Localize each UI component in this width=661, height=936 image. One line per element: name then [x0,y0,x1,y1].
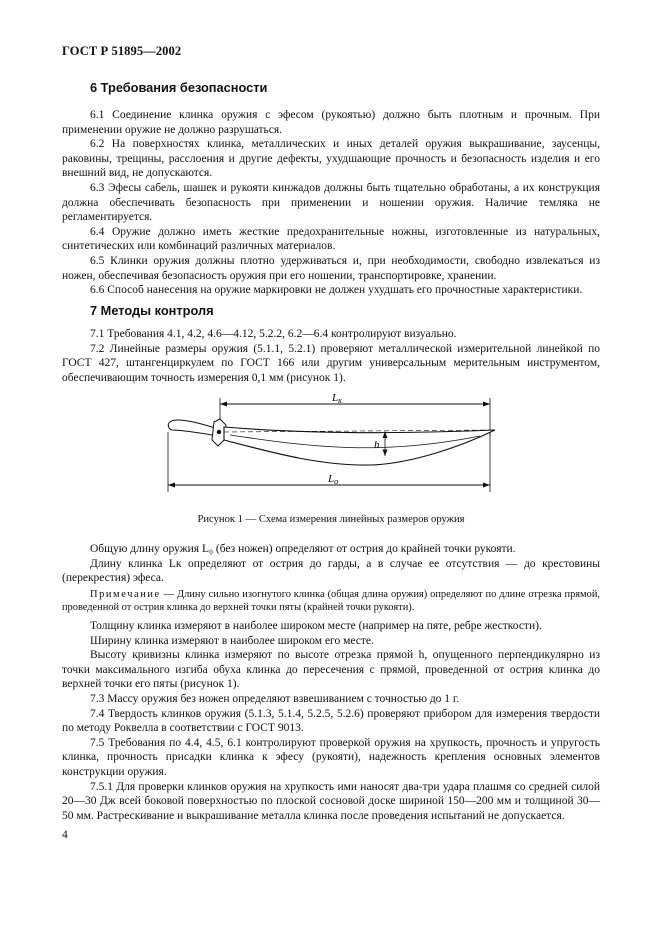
sword-blade [224,427,495,465]
note-text: — Длину сильно изогнутого клинка (общая длина оружия) определяют по длине отрезка прямой, проведенной от острия клинка до верхней точки пяты (крайней точки рукояти). [62,589,600,614]
paragraph-thickness: Толщину клинка измеряют в наиболее широком месте (например на пяте, ребре жесткости). [90,620,542,632]
paragraph-6-4: 6.4 Оружие должно иметь жесткие предохранительные ножны, изготовленные из натуральных, синтетических или комбинаций различных материалов. [62,225,600,253]
note-label: Примечание [90,589,161,600]
document-header: ГОСТ Р 51895—2002 [62,44,182,58]
paragraph-7-3: 7.3 Массу оружия без ножен определяют взвешиванием с точностью до 1 г. [90,692,460,705]
label-total-length: Lо [328,473,339,486]
section-6-title: 6 Требования безопасности [90,80,268,95]
arrow-left-bottom [168,483,175,488]
paragraph-6-6: 6.6 Способ нанесения на оружие маркировки не должен ухудшать его прочностные характеристики. [90,284,583,297]
paragraph-6-5: 6.5 Клинки оружия должны плотно удерживаться и, при необходимости, свободно извлекаться из ножен, обеспечивая безопасность оружия при его ношении, транспортировке, хранении. [62,254,600,282]
paragraph-total-length: Общую длину оружия L₀ (без ножен) определяют от острия до крайней точки рукояти. [90,543,516,555]
paragraph-7-4: 7.4 Твердость клинков оружия (5.1.3, 5.1.4, 5.2.5, 5.2.6) проверяют прибором для измерения твердости по методу Роквелла в соответствии с ГОСТ 9013. [62,707,600,735]
paragraph-curvature: Высоту кривизны клинка измеряют по высоте отрезка прямой h, опущенного перпендикулярно из точки максимального изгиба обуха клинка до пересечения с прямой, проведенной от острия клинка до верхней точки его пяты (рисунок 1). [62,649,600,691]
section-6-body [62,108,600,298]
figure-caption: Рисунок 1 — Схема измерения линейных размеров оружия [197,514,465,525]
paragraph-6-1: 6.1 Соединение клинка оружия с эфесом (рукоятью) должно быть плотным и прочным. При применении оружие не должно разрушаться. [62,109,600,136]
sword-handle [168,420,218,436]
arrow-left-top [220,402,227,407]
paragraph-blade-length: Длину клинка Lк определяют от острия до гарды, а в случае ее отсутствия — до крестовины (перекрестия) эфеса. [62,557,600,585]
section-7-body-bottom [62,619,600,823]
arrow-right-top [483,402,490,407]
guard-rivet [217,430,221,434]
label-curvature-height: h [374,439,380,451]
note-block [62,588,600,615]
section-7-body-middle [62,542,600,586]
paragraph-7-5: 7.5 Требования по 4.4, 4.5, 6.1 контролируют проверкой оружия на хрупкость, прочность и упругость клинка, прочность присадки клинка к эфесу (рукояти), надежность крепления основных элементов конструкции оружия. [62,736,600,778]
arrow-right-bottom [483,483,490,488]
paragraph-7-5-1: 7.5.1 Для проверки клинков оружия на хрупкость ими наносят два-три удара плашмя со средней силой 20—30 Дж всей боковой поверхностью по плоской сосновой доске шириной 150—200 мм и толщиной 30—50 мм. Растрескивание и выкрашивание металла клинка после проведения испытаний не допускается. [62,780,600,822]
section-7-body-top [62,327,600,385]
section-7-title: 7 Методы контроля [90,303,214,318]
label-blade-length: Lк [332,392,342,405]
paragraph-6-3: 6.3 Эфесы сабель, шашек и рукояти кинжадов должны быть тщательно обработаны, а их конструкция должна обеспечивать безопасность при применении и ношении оружия. Наличие темляка не регламентируется. [62,181,600,224]
page-number: 4 [62,829,68,841]
paragraph-7-1: 7.1 Требования 4.1, 4.2, 4.6—4.12, 5.2.2, 6.2—6.4 контролируют визуально. [90,328,457,340]
figure-sword-measurement [160,392,510,500]
paragraph-6-2: 6.2 На поверхностях клинка, металлических и иных деталей оружия выкрашивание, заусенцы, раковины, трещины, расслоения и другие дефекты, ухудшающие прочность и безопасность изделия и его внешний вид, не допускаются. [62,138,600,180]
paragraph-width: Ширину клинка измеряют в наиболее широком его месте. [90,634,374,647]
paragraph-7-2: 7.2 Линейные размеры оружия (5.1.1, 5.2.1) проверяют металлической измерительной линейкой по ГОСТ 427, штангенциркулем по ГОСТ 166 или другим универсальным мерительным инструментом, обеспечивающим точность измерения 0,1 мм (рисунок 1). [62,342,600,384]
